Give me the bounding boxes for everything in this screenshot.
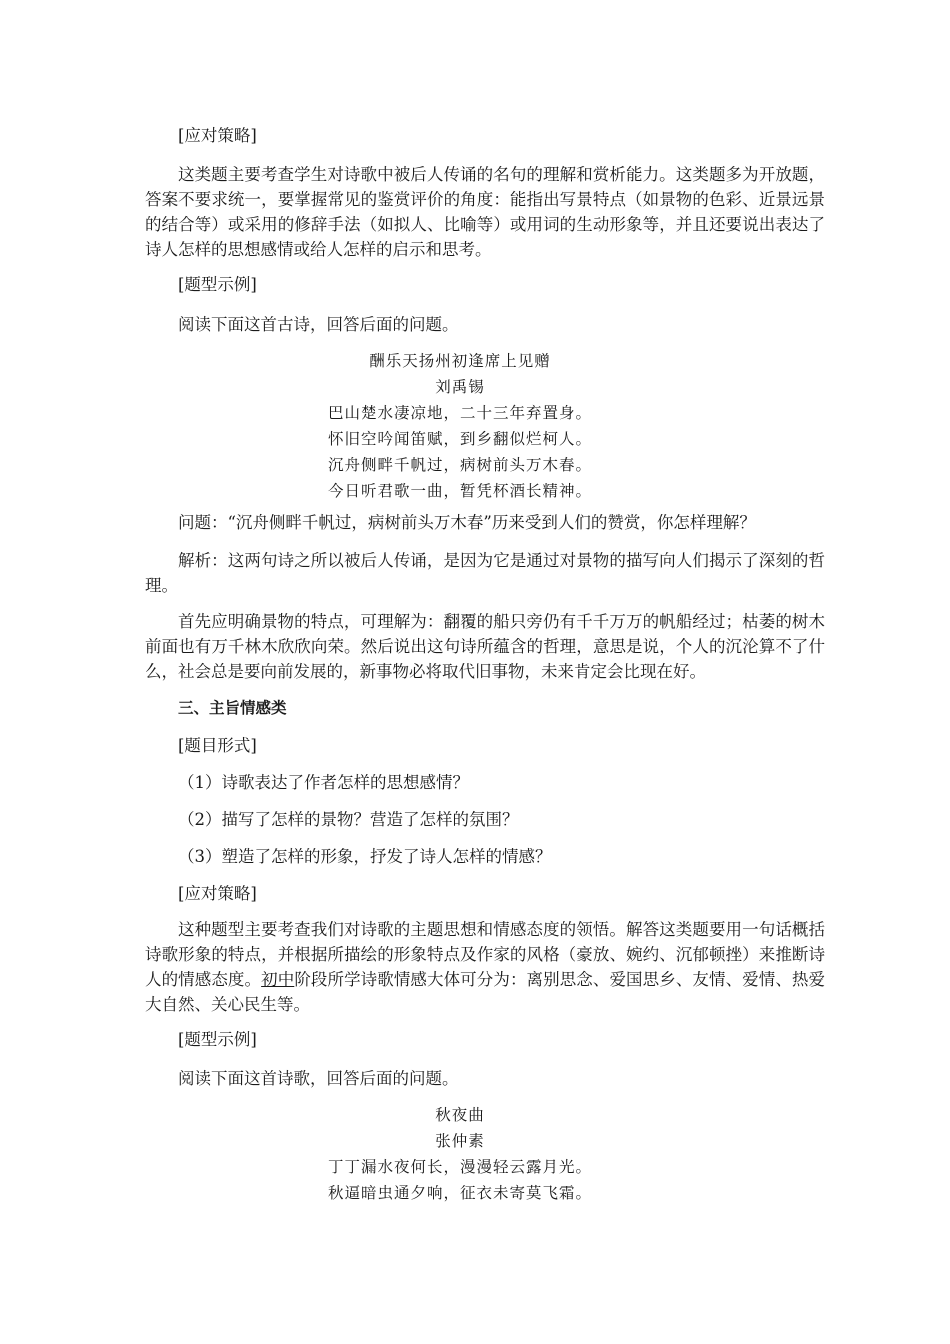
poem-author: 刘禹锡 xyxy=(435,378,485,396)
form-item: （3）塑造了怎样的形象，抒发了诗人怎样的情感？ xyxy=(178,847,552,866)
poem-line: 秋逼暗虫通夕响，征衣未寄莫飞霜。 xyxy=(327,1184,592,1202)
example-label: [题型示例] xyxy=(178,275,257,294)
poem-line: 丁丁漏水夜何长，漫漫轻云露月光。 xyxy=(327,1158,592,1176)
poem-line: 沉舟侧畔千帆过，病树前头万木春。 xyxy=(327,456,592,474)
poem-line: 今日听君歌一曲，暂凭杯酒长精神。 xyxy=(327,482,592,500)
strategy-text-start: 这种题型主要考查我们对诗歌的主题思想和情感态度的领悟。解答这类题要用一句话概括诗歌形象的特点，并根据所描绘的形象特点及作家的风格（豪放、婉约、沉郁顿挫）来推断诗人的情感态度。 xyxy=(145,920,825,989)
analysis-paragraph: 解析：这两句诗之所以被后人传诵，是因为它是通过对景物的描写向人们揭示了深刻的哲理。 xyxy=(145,551,825,595)
question-text: 问题：“沉舟侧畔千帆过，病树前头万木春”历来受到人们的赞赏，你怎样理解？ xyxy=(178,513,756,532)
strategy-paragraph: 这类题主要考查学生对诗歌中被后人传诵的名句的理解和赏析能力。这类题多为开放题，答案不要求统一，要掌握常见的鉴赏评价的角度：能指出写景特点（如景物的色彩、近景远景的结合等）或采用的修辞手法（如拟人、比喻等）或用词的生动形象等，并且还要说出表达了诗人怎样的思想感情或给人怎样的启示和思考。 xyxy=(145,165,825,259)
junior-high-link[interactable]: 初中 xyxy=(261,970,295,989)
strategy-label: [应对策略] xyxy=(178,884,257,903)
poem-line: 怀旧空吟闻笛赋，到乡翻似烂柯人。 xyxy=(327,430,592,448)
poem-block xyxy=(145,348,775,504)
form-item: （1）诗歌表达了作者怎样的思想感情？ xyxy=(178,773,469,792)
instruction-text: 阅读下面这首诗歌，回答后面的问题。 xyxy=(178,1069,459,1088)
form-item: （2）描写了怎样的景物？营造了怎样的氛围？ xyxy=(178,810,519,829)
strategy-text-end: 阶段所学诗歌情感大体可分为：离别思念、爱国思乡、友情、爱情、热爱大自然、关心民生等。 xyxy=(145,970,826,1014)
poem-line: 巴山楚水凄凉地，二十三年弃置身。 xyxy=(327,404,592,422)
section-heading: 三、主旨情感类 xyxy=(178,699,287,717)
strategy-label: [应对策略] xyxy=(178,126,257,145)
poem-title: 酬乐天扬州初逢席上见赠 xyxy=(369,352,551,370)
poem-block xyxy=(145,1102,775,1206)
instruction-text: 阅读下面这首古诗，回答后面的问题。 xyxy=(178,315,459,334)
poem-title: 秋夜曲 xyxy=(435,1106,485,1124)
form-label: [题目形式] xyxy=(178,736,257,755)
explanation-paragraph: 首先应明确景物的特点，可理解为：翻覆的船只旁仍有千千万万的帆船经过；枯萎的树木前面也有万千林木欣欣向荣。然后说出这句诗所蕴含的哲理，意思是说，个人的沉沦算不了什么，社会总是要向前发展的，新事物必将取代旧事物，未来肯定会比现在好。 xyxy=(145,612,825,681)
example-label: [题型示例] xyxy=(178,1030,257,1049)
strategy-paragraph xyxy=(145,917,825,1017)
poem-author: 张仲素 xyxy=(435,1132,485,1150)
